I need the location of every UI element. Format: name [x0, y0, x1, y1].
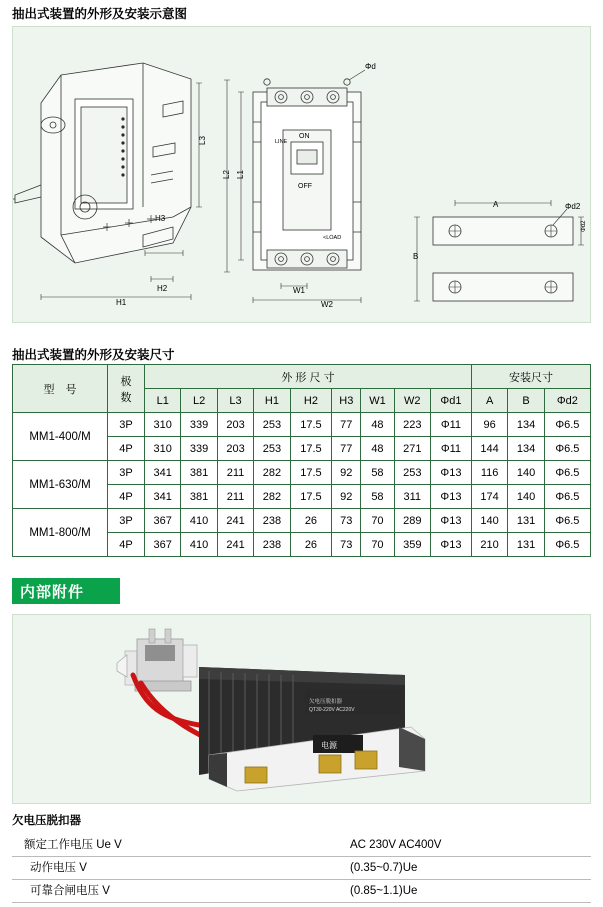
cell-Phid1: Φ13: [430, 461, 471, 485]
cell-poles: 4P: [108, 533, 145, 557]
header-H2: H2: [290, 389, 332, 413]
divider: [12, 902, 591, 903]
cell-A: 140: [471, 509, 507, 533]
table-header-row-1: [13, 365, 591, 389]
cell-H1: 282: [254, 485, 290, 509]
drawing-section-title: 抽出式装置的外形及安装示意图: [12, 7, 188, 21]
header-group-mount: 安装尺寸: [471, 365, 590, 389]
spec-value: AC 230V AC400V: [350, 839, 442, 851]
header-group-outline: 外 形 尺 寸: [145, 365, 472, 389]
cell-H1: 253: [254, 437, 290, 461]
device-text: 欠电压脱扣器: [309, 699, 343, 705]
label-B: B: [413, 252, 419, 261]
cell-L2: 339: [181, 437, 217, 461]
label-L2: L2: [222, 170, 231, 179]
cell-H3: 92: [332, 461, 361, 485]
cell-Phid1: Φ13: [430, 533, 471, 557]
cell-L3: 211: [217, 461, 253, 485]
cell-L2: 410: [181, 509, 217, 533]
cell-H3: 77: [332, 437, 361, 461]
header-L3: L3: [217, 389, 253, 413]
cell-B: 131: [508, 533, 544, 557]
header-L2: L2: [181, 389, 217, 413]
cell-L2: 381: [181, 461, 217, 485]
cell-Phid2: Φ6.5: [544, 509, 590, 533]
label-H3: H3: [155, 214, 166, 223]
label-L3: L3: [198, 136, 207, 145]
cell-W1: 58: [361, 485, 394, 509]
cell-A: 174: [471, 485, 507, 509]
cell-H1: 253: [254, 413, 290, 437]
dimension-table-wrap: [12, 364, 591, 557]
header-L1: L1: [145, 389, 181, 413]
cell-L3: 203: [217, 437, 253, 461]
cell-W1: 48: [361, 413, 394, 437]
spec-row: [12, 880, 591, 902]
cell-L1: 341: [145, 461, 181, 485]
accessory-photo-panel: [12, 614, 591, 804]
undervoltage-release-photo: [13, 615, 590, 803]
cell-Phid1: Φ11: [430, 437, 471, 461]
label-A: A: [493, 200, 499, 209]
drawing-panel: [12, 26, 591, 323]
label-H1: H1: [116, 298, 127, 307]
cell-model: MM1-800/M: [13, 509, 108, 557]
cell-W2: 289: [394, 509, 430, 533]
spec-label: 额定工作电压 Ue V: [24, 839, 122, 851]
cell-L3: 241: [217, 509, 253, 533]
cell-B: 140: [508, 485, 544, 509]
cell-W1: 48: [361, 437, 394, 461]
header-model: 型 号: [13, 365, 108, 413]
cell-Phid2: Φ6.5: [544, 533, 590, 557]
cell-H3: 92: [332, 485, 361, 509]
cell-H2: 17.5: [290, 461, 332, 485]
header-Phid2: Φd2: [544, 389, 590, 413]
label-W1: W1: [293, 286, 305, 295]
cell-W1: 70: [361, 533, 394, 557]
spec-label: 可靠合闸电压 V: [30, 885, 110, 897]
cell-L1: 367: [145, 533, 181, 557]
cell-W2: 359: [394, 533, 430, 557]
spec-label: 动作电压 V: [30, 862, 87, 874]
label-H2: H2: [157, 284, 168, 293]
cell-H3: 77: [332, 413, 361, 437]
header-B: B: [508, 389, 544, 413]
spec-value: (0.85~1.1)Ue: [350, 885, 418, 897]
cell-L1: 367: [145, 509, 181, 533]
header-H1: H1: [254, 389, 290, 413]
cell-A: 210: [471, 533, 507, 557]
header-H3: H3: [332, 389, 361, 413]
cell-B: 134: [508, 413, 544, 437]
cell-poles: 4P: [108, 437, 145, 461]
cell-H2: 17.5: [290, 437, 332, 461]
spec-row: [12, 834, 591, 856]
cell-L2: 339: [181, 413, 217, 437]
cell-Phid2: Φ6.5: [544, 437, 590, 461]
power-label: 电源: [321, 741, 337, 750]
cell-W1: 70: [361, 509, 394, 533]
cell-W1: 58: [361, 461, 394, 485]
cell-A: 144: [471, 437, 507, 461]
spec-value: (0.35~0.7)Ue: [350, 862, 418, 874]
cell-A: 96: [471, 413, 507, 437]
spec-title: 欠电压脱扣器: [12, 815, 81, 827]
accessories-band-filler: [120, 578, 591, 604]
cell-poles: 4P: [108, 485, 145, 509]
header-W2: W2: [394, 389, 430, 413]
label-phi-d2: Φd2: [565, 202, 581, 211]
cell-Phid1: Φ11: [430, 413, 471, 437]
label-LINE: LINE: [275, 139, 288, 145]
spec-block: [12, 812, 591, 903]
cell-poles: 3P: [108, 509, 145, 533]
cell-model: MM1-400/M: [13, 413, 108, 461]
cell-W2: 311: [394, 485, 430, 509]
cell-Phid2: Φ6.5: [544, 485, 590, 509]
cell-H2: 17.5: [290, 413, 332, 437]
label-L1: L1: [236, 170, 245, 179]
header-A: A: [471, 389, 507, 413]
svg-text:Φd2: Φd2: [581, 220, 587, 232]
cell-H2: 26: [290, 509, 332, 533]
header-poles: 极 数: [108, 365, 145, 413]
cell-L1: 341: [145, 485, 181, 509]
label-LOAD: <LOAD: [323, 235, 342, 241]
cell-H3: 73: [332, 509, 361, 533]
cell-H1: 238: [254, 533, 290, 557]
cell-A: 116: [471, 461, 507, 485]
cell-H2: 17.5: [290, 485, 332, 509]
cell-H1: 238: [254, 509, 290, 533]
cell-B: 134: [508, 437, 544, 461]
svg-text:ON: ON: [299, 133, 310, 140]
cell-L1: 310: [145, 437, 181, 461]
cell-L1: 310: [145, 413, 181, 437]
header-W1: W1: [361, 389, 394, 413]
label-W2: W2: [321, 300, 333, 309]
cell-L3: 241: [217, 533, 253, 557]
cell-W2: 271: [394, 437, 430, 461]
cell-W2: 223: [394, 413, 430, 437]
cell-L2: 381: [181, 485, 217, 509]
cell-poles: 3P: [108, 413, 145, 437]
cell-poles: 3P: [108, 461, 145, 485]
table-row: [13, 461, 591, 485]
cell-H1: 282: [254, 461, 290, 485]
table-section-title: 抽出式装置的外形及安装尺寸: [12, 348, 175, 362]
cell-L3: 211: [217, 485, 253, 509]
cell-H2: 26: [290, 533, 332, 557]
dimension-table: [12, 364, 591, 557]
table-row: [13, 413, 591, 437]
label-phi-d: Φd: [365, 62, 376, 71]
header-Phid1: Φd1: [430, 389, 471, 413]
cell-L3: 203: [217, 413, 253, 437]
cell-H3: 73: [332, 533, 361, 557]
cell-B: 131: [508, 509, 544, 533]
cell-Phid2: Φ6.5: [544, 461, 590, 485]
table-row: [13, 509, 591, 533]
outline-drawing: [13, 27, 590, 322]
device-code: QT30-220V AC220V: [309, 707, 355, 713]
cell-B: 140: [508, 461, 544, 485]
cell-Phid1: Φ13: [430, 509, 471, 533]
cell-Phid2: Φ6.5: [544, 413, 590, 437]
cell-model: MM1-630/M: [13, 461, 108, 509]
svg-text:OFF: OFF: [298, 183, 312, 190]
cell-L2: 410: [181, 533, 217, 557]
spec-row: [12, 857, 591, 879]
accessories-band-title: 内部附件: [20, 584, 85, 601]
cell-W2: 253: [394, 461, 430, 485]
cell-Phid1: Φ13: [430, 485, 471, 509]
